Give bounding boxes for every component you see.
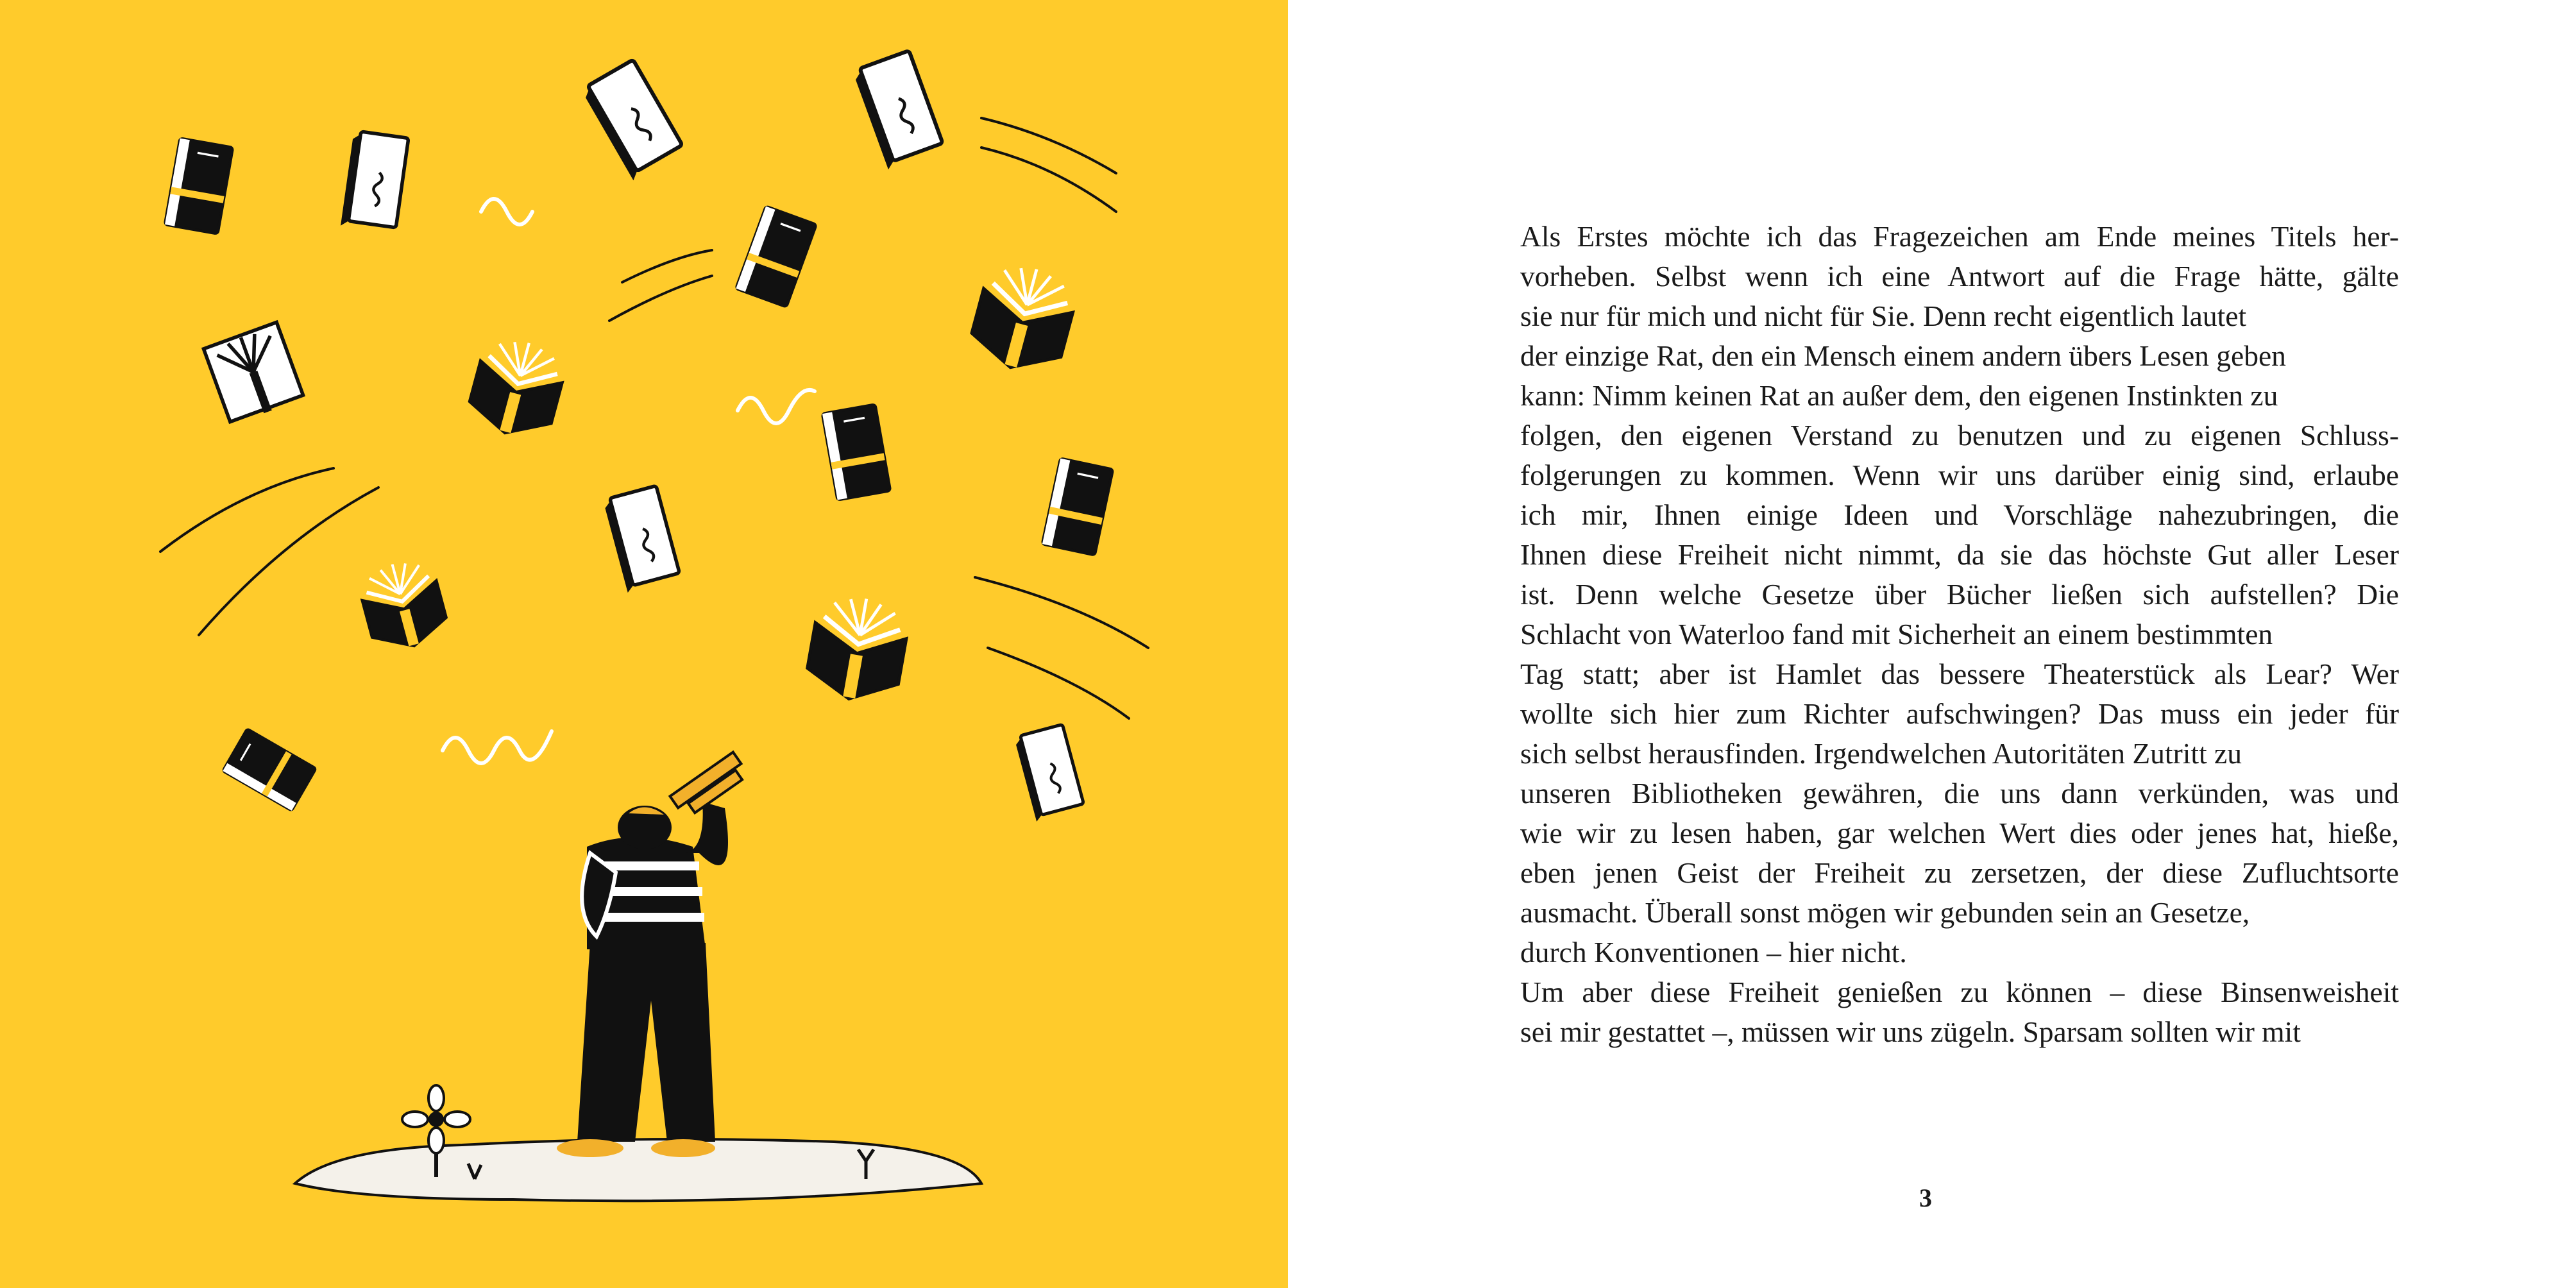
book-icon (223, 729, 316, 811)
text-line: sie nur für mich und nicht für Sie. Denn recht eigentlich lautet (1520, 300, 2247, 332)
book-icon (822, 405, 890, 500)
text-line: sich selbst herausfinden. Irgendwelchen Autoritäten Zutritt zu (1520, 737, 2242, 770)
book-icon (203, 322, 304, 425)
reader-figure (557, 752, 742, 1157)
text-line: unseren Bibliotheken gewähren, die uns dann verkünden, was und (1520, 777, 2399, 809)
ground-patch (295, 1139, 981, 1201)
text-line: Schlacht von Waterloo fand mit Sicherheit an einem bestimmten (1520, 618, 2273, 650)
book-icon (1014, 724, 1085, 822)
text-line: kann: Nimm keinen Rat an außer dem, den eigenen Instinkten zu (1520, 379, 2278, 412)
book-icon (464, 332, 570, 444)
book-icon (803, 591, 911, 707)
motion-lines (160, 118, 1148, 718)
page-number: 3 (1919, 1183, 1932, 1212)
text-line: Als Erstes möchte ich das Fragezeichen am Ende meines Titels her- (1520, 220, 2399, 253)
text-line: Ihnen diese Freiheit nicht nimmt, da sie das höchste Gut aller Leser (1520, 538, 2399, 571)
text-line: wie wir zu lesen haben, gar welchen Wert dies oder jenes hat, hieße, (1520, 817, 2399, 849)
book-icon (852, 51, 945, 169)
book-icon (355, 554, 452, 656)
text-line: sei mir gestattet –, müssen wir uns zügeln. Sparsam sollten wir mit (1520, 1015, 2301, 1048)
book-icon (736, 207, 816, 307)
text-line: ich mir, Ihnen einige Ideen und Vorschläge nahezubringen, die (1520, 498, 2399, 531)
body-text (1520, 217, 2399, 1052)
text-line: vorheben. Selbst wenn ich eine Antwort auf die Frage hätte, gälte (1520, 260, 2399, 292)
book-icon (581, 60, 686, 180)
text-line: ist. Denn welche Gesetze über Bücher ließen sich aufstellen? Die (1520, 578, 2399, 611)
book-icon (966, 257, 1081, 379)
text-line: Tag statt; aber ist Hamlet das bessere Theaterstück als Lear? Wer (1520, 657, 2399, 690)
book-icon (165, 139, 233, 234)
text-line: folgen, den eigenen Verstand zu benutzen und zu eigenen Schluss- (1520, 419, 2399, 452)
text-line: folgerungen zu kommen. Wenn wir uns darüber einig sind, erlaube (1520, 459, 2399, 491)
text-line: wollte sich hier zum Richter aufschwingen? Das muss ein jeder für (1520, 697, 2399, 730)
text-line: durch Konventionen – hier nicht. (1520, 936, 1907, 969)
text-line: Um aber diese Freiheit genießen zu können – diese Binsenweisheit (1520, 976, 2399, 1008)
book-icon (341, 131, 409, 233)
text-line: der einzige Rat, den ein Mensch einem andern übers Lesen geben (1520, 339, 2286, 372)
book-icon (603, 486, 681, 593)
text-line: ausmacht. Überall sonst mögen wir gebunden sein an Gesetze, (1520, 896, 2250, 929)
text-line: eben jenen Geist der Freiheit zu zersetzen, der diese Zufluchtsorte (1520, 856, 2399, 889)
book-icon (1042, 459, 1113, 555)
text-page (1288, 0, 2576, 1288)
